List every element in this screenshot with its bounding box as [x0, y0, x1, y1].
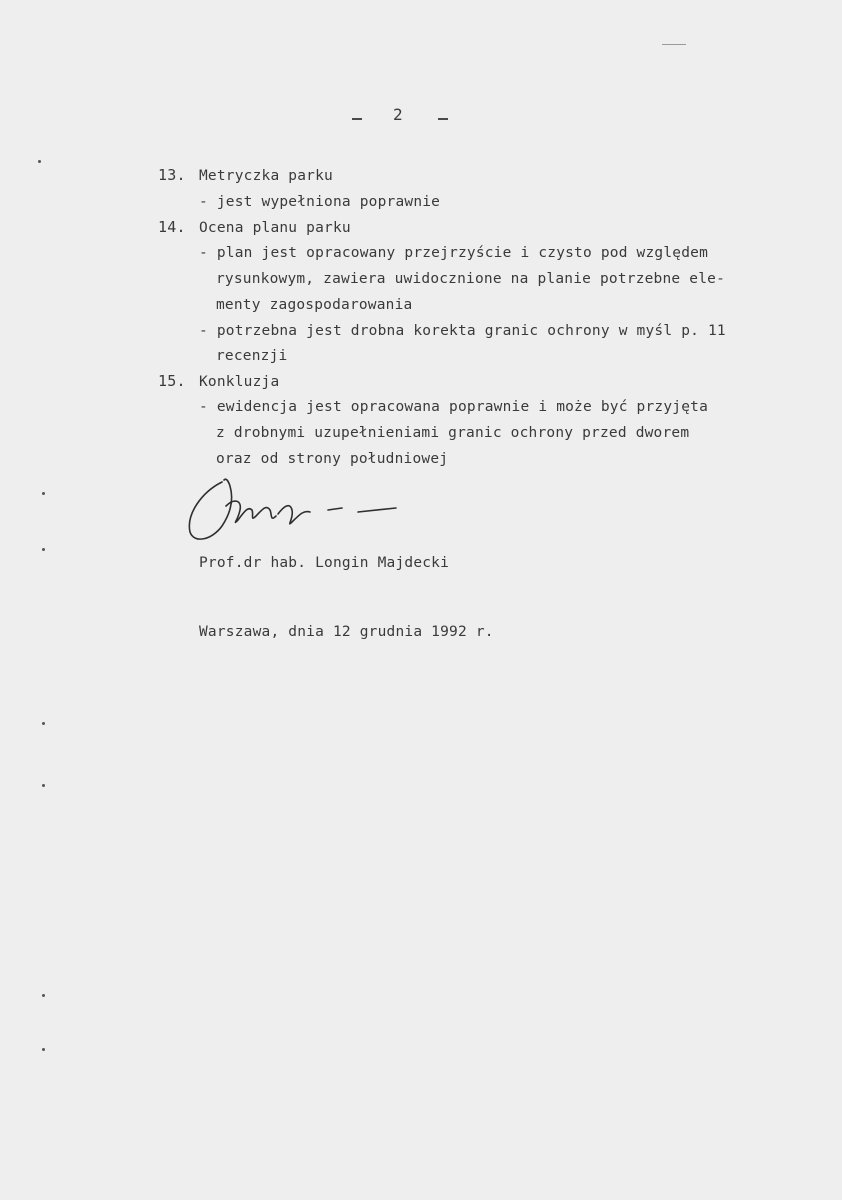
item-line: - ewidencja jest opracowana poprawnie i może być przyjęta [199, 399, 708, 415]
item-number: 13. [158, 166, 186, 184]
place-date: Warszawa, dnia 12 grudnia 1992 r. [199, 624, 494, 640]
item-line: - plan jest opracowany przejrzyście i czysto pod względem [199, 245, 708, 261]
ink-mark [662, 44, 686, 45]
margin-dot [42, 784, 45, 787]
margin-dot [42, 722, 45, 725]
margin-dot [38, 160, 41, 163]
page-number-dash-left [352, 118, 362, 120]
item-line: - potrzebna jest drobna korekta granic ochrony w myśl p. 11 [199, 323, 726, 339]
item-line: - jest wypełniona poprawnie [199, 194, 441, 210]
item-line: oraz od strony południowej [216, 451, 449, 467]
margin-dot [42, 994, 45, 997]
item-line: z drobnymi uzupełnieniami granic ochrony przed dworem [216, 425, 690, 441]
page-number-dash-right [438, 118, 448, 120]
item-number: 15. [158, 372, 186, 390]
margin-dot [42, 1048, 45, 1051]
item-title: Konkluzja [199, 374, 280, 390]
item-number: 14. [158, 218, 186, 236]
margin-dot [42, 492, 45, 495]
signature-author: Prof.dr hab. Longin Majdecki [199, 555, 450, 571]
item-title: Metryczka parku [199, 168, 333, 184]
item-line: menty zagospodarowania [216, 297, 413, 313]
page-number: 2 [393, 105, 403, 124]
item-line: recenzji [216, 348, 288, 364]
handwritten-signature [182, 470, 422, 550]
item-title: Ocena planu parku [199, 220, 351, 236]
item-line: rysunkowym, zawiera uwidocznione na planie potrzebne ele- [216, 271, 725, 287]
margin-dot [42, 548, 45, 551]
